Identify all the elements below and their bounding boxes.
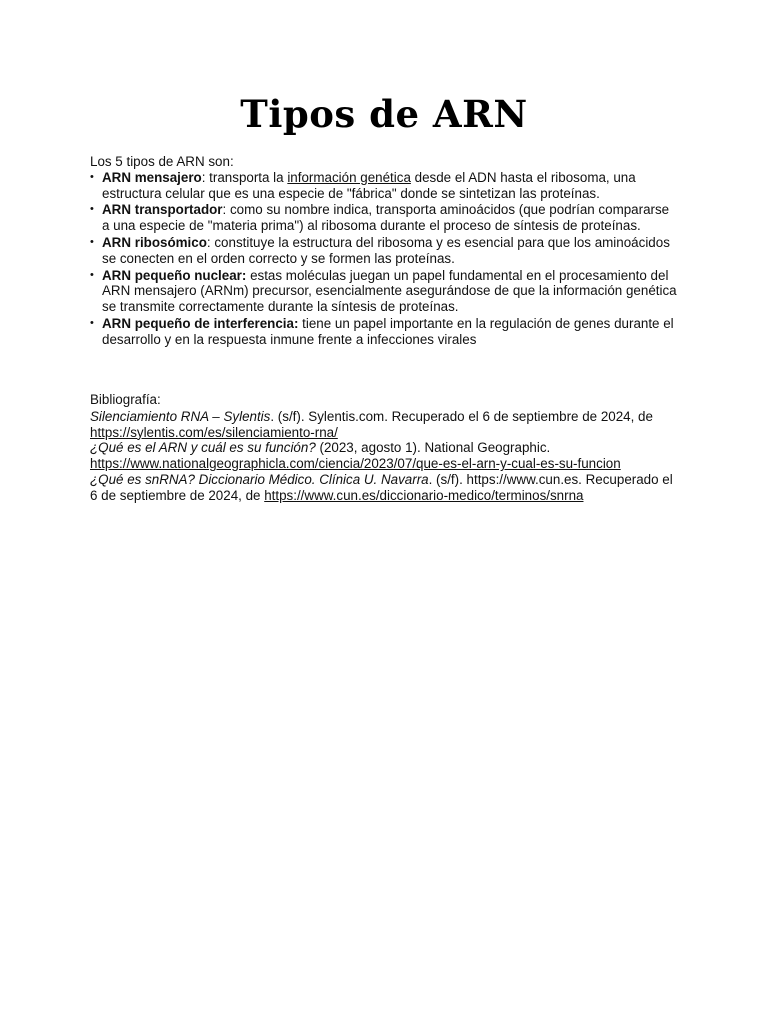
rna-type-term: ARN transportador xyxy=(102,202,223,218)
term-separator: : xyxy=(222,202,227,218)
reference-details: (2023, agosto 1). National Geographic. xyxy=(315,440,551,456)
document-body xyxy=(90,154,680,349)
reference-link[interactable]: https://www.nationalgeographicla.com/ciencia/2023/07/que-es-el-arn-y-cual-es-su-funcion xyxy=(90,456,621,472)
term-separator: : xyxy=(201,169,206,185)
document-title: Tipos de ARN xyxy=(240,92,528,136)
bullet-icon: • xyxy=(90,203,94,216)
reference-link[interactable]: https://sylentis.com/es/silenciamiento-rna/ xyxy=(90,424,338,440)
list-item xyxy=(90,235,680,267)
list-item xyxy=(90,170,680,202)
bibliography-heading: Bibliografía: xyxy=(90,392,161,407)
bibliography-entry xyxy=(90,472,680,504)
rna-type-term: ARN pequeño nuclear: xyxy=(102,267,247,283)
bullet-icon: • xyxy=(90,268,94,281)
rna-types-list xyxy=(90,170,680,348)
rna-type-text: transporta la xyxy=(205,169,288,185)
bullet-icon: • xyxy=(90,170,94,183)
rna-type-term: ARN ribosómico xyxy=(102,234,207,250)
reference-link[interactable]: https://www.cun.es/diccionario-medico/terminos/snrna xyxy=(264,487,584,503)
rna-type-term: ARN mensajero xyxy=(102,169,202,185)
reference-title: ¿Qué es snRNA? Diccionario Médico. Clínica U. Navarra xyxy=(90,471,429,487)
bullet-icon: • xyxy=(90,316,94,329)
rna-type-text: constituye la estructura del ribosoma y es esencial para que los aminoácidos se conecten en el orden correcto y se formen las proteínas. xyxy=(102,234,670,266)
list-item xyxy=(90,202,680,234)
reference-title: Silenciamiento RNA – Sylentis xyxy=(90,408,271,424)
list-item xyxy=(90,316,680,348)
reference-details: . (s/f). https://www.cun.es. Recuperado el 6 de septiembre de 2024, de xyxy=(90,471,673,503)
reference-details: . (s/f). Sylentis.com. Recuperado el 6 de septiembre de 2024, de xyxy=(270,408,653,424)
reference-title: ¿Qué es el ARN y cuál es su función? xyxy=(90,440,316,456)
intro-text: Los 5 tipos de ARN son: xyxy=(90,154,234,169)
bullet-icon: • xyxy=(90,235,94,248)
bibliography xyxy=(90,392,680,504)
bibliography-entry xyxy=(90,409,680,441)
rna-type-text: desde el ADN hasta el ribosoma, una estructura celular que es una especie de "fábrica" donde se sintetizan las proteínas. xyxy=(102,169,636,201)
term-separator: : xyxy=(206,234,211,250)
list-item xyxy=(90,268,680,315)
rna-type-text: estas moléculas juegan un papel fundamental en el procesamiento del ARN mensajero (ARNm) precursor, esencialmente asegurándose de que la información genética se transmite correctamente durante la síntesis de proteínas. xyxy=(102,267,677,315)
rna-type-text: como su nombre indica, transporta aminoácidos (que podrían compararse a una especie de "materia prima") al ribosoma durante el proceso de síntesis de proteínas. xyxy=(102,202,670,234)
rna-type-term: ARN pequeño de interferencia: xyxy=(102,315,299,331)
genetic-info-link[interactable]: información genética xyxy=(287,169,411,185)
rna-type-text: tiene un papel importante en la regulación de genes durante el desarrollo y en la respuesta inmune frente a infecciones virales xyxy=(102,315,674,347)
bibliography-entry xyxy=(90,440,680,472)
